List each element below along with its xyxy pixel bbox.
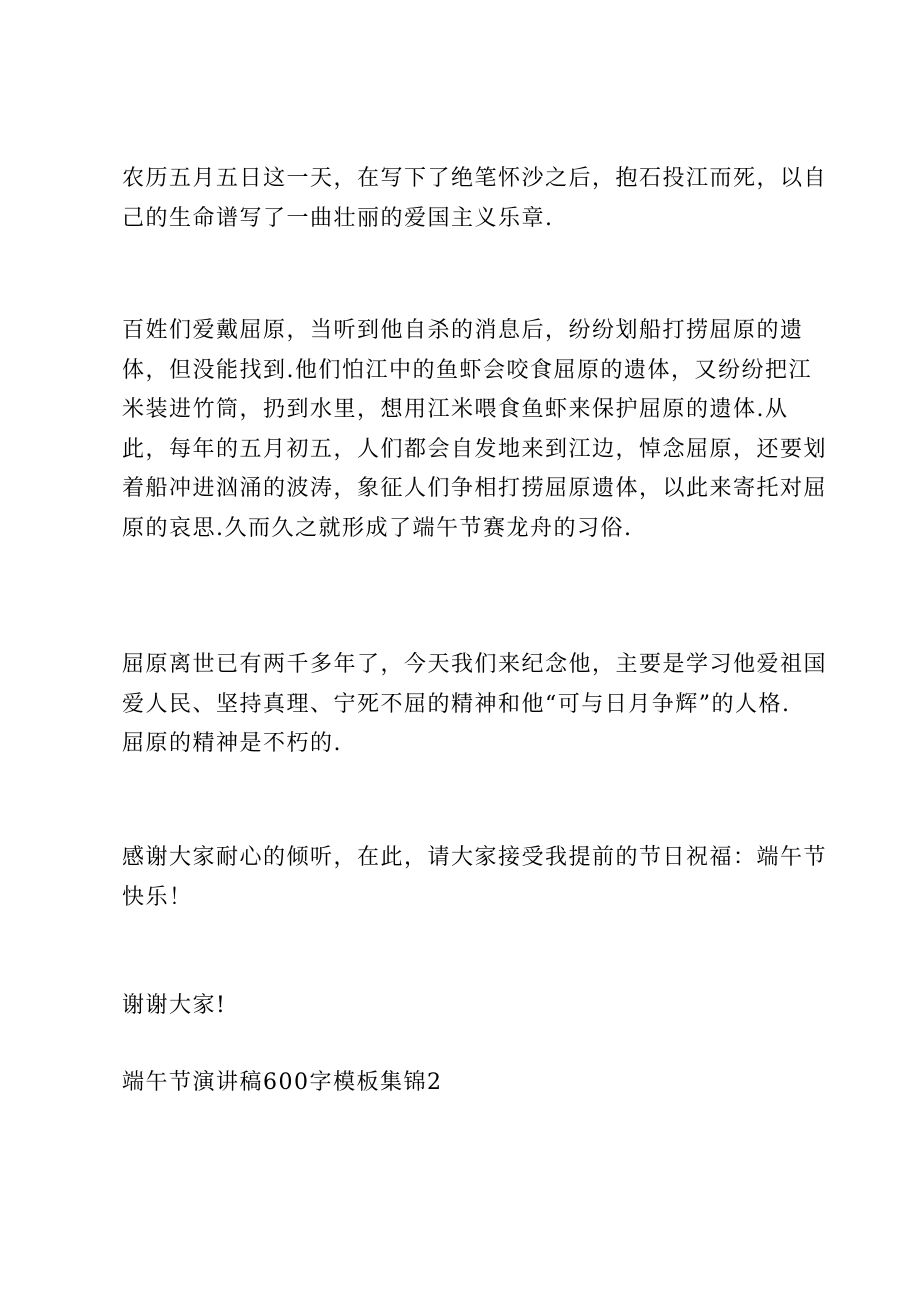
text-line: 屈原离世已有两千多年了，今天我们来纪念他，主要是学习他爱祖国 [122,652,828,677]
text-line: 百姓们爱戴屈原，当听到他自杀的消息后，纷纷划船打捞屈原的遗 [122,318,804,343]
text-line: 体，但没能找到.他们怕江中的鱼虾会咬食屈原的遗体，又纷纷把江 [122,357,812,383]
section-heading [122,1063,443,1103]
text-line: 端午节演讲稿600字模板集锦2 [122,1070,443,1095]
text-line: 着船冲进汹涌的波涛，象征人们争相打捞屈原遗体，以此来寄托对屈 [122,476,828,501]
paragraph-festival-greeting [122,838,827,917]
text-line: 爱人民、坚持真理、宁死不屈的精神和他“可与日月争辉”的人格. [122,691,791,717]
text-line: 此，每年的五月初五，人们都会自发地来到江边，悼念屈原，还要划 [122,436,828,462]
text-line: 米装进竹筒，扔到水里，想用江米喂食鱼虾来保护屈原的遗体.从 [122,397,789,422]
paragraph-thanks [122,986,226,1026]
paragraph-qu-yuan-spirit [122,645,827,764]
paragraph-dragon-boat-origin [122,311,827,548]
text-line: 谢谢大家! [122,993,227,1018]
text-line: 己的生命谱写了一曲壮丽的爱国主义乐章. [122,205,554,231]
text-line: 感谢大家耐心的倾听，在此，请大家接受我提前的节日祝福：端午节 [122,845,828,870]
text-line: 快乐！ [122,884,193,910]
text-line: 原的哀思.久而久之就形成了端午节赛龙舟的习俗. [122,515,633,541]
text-line: 屈原的精神是不朽的. [122,731,342,756]
paragraph-qu-yuan-death [122,159,827,238]
text-line: 农历五月五日这一天，在写下了绝笔怀沙之后，抱石投江而死，以自 [122,166,828,191]
